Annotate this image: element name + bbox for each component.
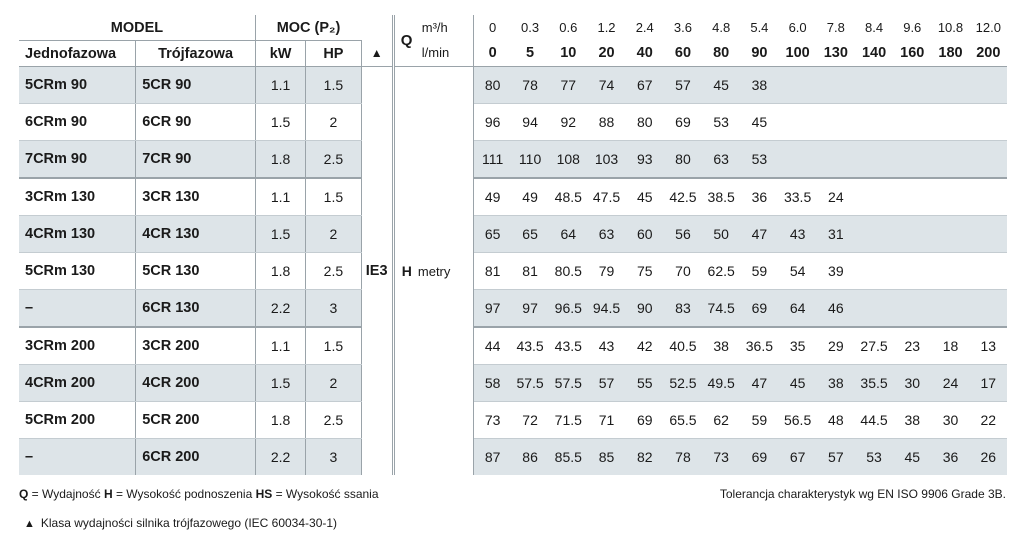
flow-lmin-value: 80 — [713, 45, 730, 62]
power-hp: 3 — [306, 290, 361, 328]
head-value — [779, 104, 817, 141]
efficiency-header-top — [361, 15, 393, 41]
head-value — [970, 216, 1007, 253]
head-value: 56 — [664, 216, 702, 253]
legend-q-text: = Wydajność — [28, 487, 104, 501]
three-phase-model: 4CR 130 — [136, 216, 256, 253]
head-value: 24 — [931, 365, 969, 402]
hp-header: HP — [306, 41, 361, 67]
flow-lmin-value: 180 — [938, 45, 963, 62]
head-value: 30 — [931, 402, 969, 439]
head-value: 49.5 — [702, 365, 740, 402]
efficiency-class: IE3 — [361, 67, 393, 476]
head-value: 65 — [474, 216, 511, 253]
legend-q-key: Q — [19, 487, 29, 501]
head-value: 13 — [970, 327, 1007, 365]
head-value: 42.5 — [664, 178, 702, 216]
head-value — [893, 141, 931, 179]
head-value: 47 — [740, 365, 778, 402]
power-kw: 1.5 — [255, 104, 305, 141]
head-value: 62 — [702, 402, 740, 439]
legend-line — [19, 487, 379, 501]
head-value: 53 — [855, 439, 893, 476]
q-unit-m3h: m³/h — [421, 20, 448, 35]
power-hp: 2.5 — [306, 253, 361, 290]
head-value: 93 — [626, 141, 664, 179]
head-value — [893, 290, 931, 328]
head-value: 72 — [511, 402, 549, 439]
single-phase-model: 6CRm 90 — [19, 104, 136, 141]
flow-m3h-value: 10.8 — [937, 20, 964, 36]
power-kw: 1.1 — [255, 327, 305, 365]
head-value: 59 — [740, 253, 778, 290]
head-value: 71.5 — [549, 402, 587, 439]
head-value: 45 — [779, 365, 817, 402]
table-row — [19, 253, 1007, 290]
three-phase-model: 6CR 200 — [136, 439, 256, 476]
head-value: 23 — [893, 327, 931, 365]
flow-lmin-value: 40 — [636, 45, 653, 62]
head-value — [817, 104, 855, 141]
table-row — [19, 327, 1007, 365]
head-value: 96 — [474, 104, 511, 141]
single-phase-model: 5CRm 90 — [19, 67, 136, 104]
power-kw: 1.8 — [255, 402, 305, 439]
head-value: 75 — [626, 253, 664, 290]
table-row — [19, 402, 1007, 439]
single-phase-model: – — [19, 439, 136, 476]
head-value: 71 — [587, 402, 625, 439]
head-value: 45 — [626, 178, 664, 216]
head-value: 81 — [474, 253, 511, 290]
head-value: 36 — [931, 439, 969, 476]
head-value: 67 — [779, 439, 817, 476]
head-value: 35 — [779, 327, 817, 365]
head-value: 55 — [626, 365, 664, 402]
flow-m3h-value: 9.6 — [903, 20, 922, 36]
head-value: 33.5 — [779, 178, 817, 216]
head-value: 69 — [740, 290, 778, 328]
power-kw: 1.1 — [255, 178, 305, 216]
head-value: 60 — [626, 216, 664, 253]
head-value: 67 — [626, 67, 664, 104]
power-kw: 1.8 — [255, 253, 305, 290]
head-value: 64 — [779, 290, 817, 328]
head-value: 108 — [549, 141, 587, 179]
head-value: 80 — [626, 104, 664, 141]
head-value — [893, 178, 931, 216]
head-value: 38 — [817, 365, 855, 402]
head-value: 24 — [817, 178, 855, 216]
flow-lmin-value: 130 — [823, 45, 848, 62]
head-value: 87 — [474, 439, 511, 476]
power-hp: 1.5 — [306, 327, 361, 365]
table-row — [19, 141, 1007, 179]
head-value — [970, 104, 1007, 141]
flow-m3h-value: 2.4 — [635, 20, 654, 36]
power-kw: 1.1 — [255, 67, 305, 104]
pump-performance-table — [19, 15, 1007, 475]
head-value — [893, 216, 931, 253]
head-value — [931, 253, 969, 290]
three-phase-model: 6CR 130 — [136, 290, 256, 328]
flow-lmin-value: 100 — [785, 45, 810, 62]
head-value: 40.5 — [664, 327, 702, 365]
head-value: 69 — [664, 104, 702, 141]
table-row — [19, 104, 1007, 141]
flow-m3h-value: 6.0 — [788, 20, 807, 36]
head-value: 39 — [817, 253, 855, 290]
single-phase-header: Jednofazowa — [19, 41, 136, 67]
three-phase-model: 3CR 200 — [136, 327, 256, 365]
flow-lmin-value: 140 — [861, 45, 887, 62]
flow-lmin-value: 60 — [674, 45, 692, 62]
head-value — [931, 178, 969, 216]
head-value — [893, 104, 931, 141]
head-value — [970, 67, 1007, 104]
head-value — [931, 104, 969, 141]
single-phase-model: 5CRm 130 — [19, 253, 136, 290]
kw-header: kW — [255, 41, 305, 67]
head-value — [931, 141, 969, 179]
h-letter: H — [401, 263, 412, 279]
head-value: 38 — [740, 67, 778, 104]
head-value — [893, 67, 931, 104]
power-hp: 1.5 — [306, 178, 361, 216]
head-value: 43.5 — [549, 327, 587, 365]
head-value — [855, 253, 893, 290]
h-unit: metry — [417, 264, 451, 279]
head-value: 94 — [511, 104, 549, 141]
head-value: 47 — [740, 216, 778, 253]
head-value — [855, 141, 893, 179]
head-value — [931, 67, 969, 104]
head-value: 70 — [664, 253, 702, 290]
three-phase-model: 6CR 90 — [136, 104, 256, 141]
head-value: 74 — [587, 67, 625, 104]
flow-m3h-value: 5.4 — [750, 20, 769, 36]
head-value — [779, 141, 817, 179]
model-header: MODEL — [19, 15, 255, 41]
head-value: 18 — [931, 327, 969, 365]
head-value: 42 — [626, 327, 664, 365]
head-label — [393, 67, 473, 476]
head-value: 57 — [587, 365, 625, 402]
flow-m3h-value: 3.6 — [673, 20, 692, 36]
head-value — [855, 67, 893, 104]
head-value: 94.5 — [587, 290, 625, 328]
head-value: 65 — [511, 216, 549, 253]
flow-m3h-value: 7.8 — [826, 20, 845, 36]
flow-m3h-value: 4.8 — [712, 20, 731, 36]
head-value: 58 — [474, 365, 511, 402]
flow-lmin-value: 160 — [900, 45, 925, 62]
head-value — [893, 253, 931, 290]
head-value: 83 — [664, 290, 702, 328]
table-row — [19, 439, 1007, 476]
head-value: 49 — [474, 178, 511, 216]
head-value — [855, 290, 893, 328]
head-value: 82 — [626, 439, 664, 476]
head-value: 38.5 — [702, 178, 740, 216]
head-value: 97 — [474, 290, 511, 328]
head-value: 69 — [740, 439, 778, 476]
head-value: 48 — [817, 402, 855, 439]
head-value — [855, 178, 893, 216]
head-value — [970, 290, 1007, 328]
head-value: 92 — [549, 104, 587, 141]
head-value: 45 — [893, 439, 931, 476]
head-value: 78 — [664, 439, 702, 476]
flow-lmin-value: 5 — [526, 45, 535, 62]
head-value: 79 — [587, 253, 625, 290]
head-value: 50 — [702, 216, 740, 253]
power-hp: 2.5 — [306, 141, 361, 179]
head-value — [817, 141, 855, 179]
head-value — [970, 178, 1007, 216]
head-value: 44 — [474, 327, 511, 365]
head-value: 57 — [817, 439, 855, 476]
head-value: 38 — [893, 402, 931, 439]
flow-lmin-value: 0 — [488, 45, 497, 62]
table-row — [19, 216, 1007, 253]
head-value: 26 — [970, 439, 1007, 476]
head-value: 47.5 — [587, 178, 625, 216]
three-phase-header: Trójfazowa — [136, 41, 256, 67]
head-value: 45 — [702, 67, 740, 104]
single-phase-model: 7CRm 90 — [19, 141, 136, 179]
head-value: 57.5 — [549, 365, 587, 402]
single-phase-model: 5CRm 200 — [19, 402, 136, 439]
head-value: 29 — [817, 327, 855, 365]
power-kw: 1.8 — [255, 141, 305, 179]
legend-hs-text: = Wysokość ssania — [272, 487, 379, 501]
head-value: 48.5 — [549, 178, 587, 216]
head-value: 80.5 — [549, 253, 587, 290]
flow-lmin-value: 90 — [751, 45, 768, 62]
three-phase-model: 5CR 90 — [136, 67, 256, 104]
head-value — [970, 253, 1007, 290]
head-value: 57.5 — [511, 365, 549, 402]
head-value: 103 — [587, 141, 625, 179]
head-value: 85.5 — [549, 439, 587, 476]
head-value: 77 — [549, 67, 587, 104]
head-value: 46 — [817, 290, 855, 328]
head-value: 78 — [511, 67, 549, 104]
flow-m3h-value: 1.2 — [597, 20, 616, 36]
head-value: 73 — [474, 402, 511, 439]
head-value: 88 — [587, 104, 625, 141]
q-label: Q — [400, 32, 413, 49]
head-value — [855, 216, 893, 253]
head-value: 63 — [702, 141, 740, 179]
power-kw: 1.5 — [255, 216, 305, 253]
head-value: 74.5 — [702, 290, 740, 328]
head-value: 43 — [779, 216, 817, 253]
head-value: 22 — [970, 402, 1007, 439]
head-value: 81 — [511, 253, 549, 290]
head-value: 62.5 — [702, 253, 740, 290]
head-value: 69 — [626, 402, 664, 439]
head-value: 36 — [740, 178, 778, 216]
flow-lmin-value: 200 — [976, 45, 1001, 62]
head-value: 63 — [587, 216, 625, 253]
power-kw: 2.2 — [255, 290, 305, 328]
power-hp: 3 — [306, 439, 361, 476]
head-value — [931, 290, 969, 328]
single-phase-model: 3CRm 200 — [19, 327, 136, 365]
head-value: 30 — [893, 365, 931, 402]
head-value — [855, 104, 893, 141]
power-hp: 2 — [306, 216, 361, 253]
power-hp: 1.5 — [306, 67, 361, 104]
head-value: 36.5 — [740, 327, 778, 365]
head-value: 59 — [740, 402, 778, 439]
efficiency-note: Klasa wydajności silnika trójfazowego (IEC 60034-30-1) — [40, 516, 338, 530]
head-value: 45 — [740, 104, 778, 141]
triangle-icon: ▲ — [361, 41, 393, 67]
head-value: 56.5 — [779, 402, 817, 439]
tolerance-note: Tolerancja charakterystyk wg EN ISO 9906 Grade 3B. — [719, 487, 1006, 501]
head-value — [779, 67, 817, 104]
head-value — [931, 216, 969, 253]
head-value: 85 — [587, 439, 625, 476]
head-value: 110 — [511, 141, 549, 179]
single-phase-model: 4CRm 200 — [19, 365, 136, 402]
head-value: 17 — [970, 365, 1007, 402]
three-phase-model: 4CR 200 — [136, 365, 256, 402]
head-value: 86 — [511, 439, 549, 476]
head-value: 49 — [511, 178, 549, 216]
head-value: 38 — [702, 327, 740, 365]
table-row — [19, 365, 1007, 402]
flow-m3h-value: 0.6 — [559, 20, 578, 36]
legend-h-key: H — [103, 487, 113, 501]
single-phase-model: – — [19, 290, 136, 328]
single-phase-model: 4CRm 130 — [19, 216, 136, 253]
power-kw: 1.5 — [255, 365, 305, 402]
three-phase-model: 5CR 200 — [136, 402, 256, 439]
power-hp: 2 — [306, 365, 361, 402]
head-value: 31 — [817, 216, 855, 253]
efficiency-note-line — [24, 516, 337, 530]
single-phase-model: 3CRm 130 — [19, 178, 136, 216]
head-value: 43 — [587, 327, 625, 365]
three-phase-model: 7CR 90 — [136, 141, 256, 179]
head-value: 96.5 — [549, 290, 587, 328]
q-unit-lmin: l/min — [421, 45, 450, 60]
head-value: 80 — [474, 67, 511, 104]
flow-lmin-value: 20 — [598, 45, 615, 62]
head-value — [970, 141, 1007, 179]
power-hp: 2 — [306, 104, 361, 141]
head-value: 80 — [664, 141, 702, 179]
table-row — [19, 290, 1007, 328]
three-phase-model: 5CR 130 — [136, 253, 256, 290]
head-value: 43.5 — [511, 327, 549, 365]
flow-m3h-value: 0 — [488, 20, 497, 36]
head-value: 73 — [702, 439, 740, 476]
flow-m3h-value: 8.4 — [865, 20, 884, 36]
three-phase-model: 3CR 130 — [136, 178, 256, 216]
head-value: 27.5 — [855, 327, 893, 365]
power-hp: 2.5 — [306, 402, 361, 439]
flow-m3h-value: 0.3 — [521, 20, 540, 36]
table-row — [19, 178, 1007, 216]
head-value: 111 — [474, 141, 511, 179]
legend-h-text: = Wysokość podnoszenia — [112, 487, 256, 501]
head-value: 53 — [702, 104, 740, 141]
power-header: MOC (P₂) — [255, 15, 361, 41]
head-value: 64 — [549, 216, 587, 253]
head-value: 44.5 — [855, 402, 893, 439]
head-value: 57 — [664, 67, 702, 104]
flow-m3h-value: 12.0 — [975, 20, 1001, 36]
flow-header — [393, 15, 473, 67]
head-value: 52.5 — [664, 365, 702, 402]
triangle-icon: ▲ — [24, 518, 35, 530]
flow-lmin-value: 10 — [560, 45, 577, 62]
head-value: 97 — [511, 290, 549, 328]
head-value: 54 — [779, 253, 817, 290]
head-value — [817, 67, 855, 104]
head-value: 90 — [626, 290, 664, 328]
legend-hs-key: HS — [255, 487, 273, 501]
power-kw: 2.2 — [255, 439, 305, 476]
table-row — [19, 67, 1007, 104]
head-value: 53 — [740, 141, 778, 179]
head-value: 65.5 — [664, 402, 702, 439]
head-value: 35.5 — [855, 365, 893, 402]
